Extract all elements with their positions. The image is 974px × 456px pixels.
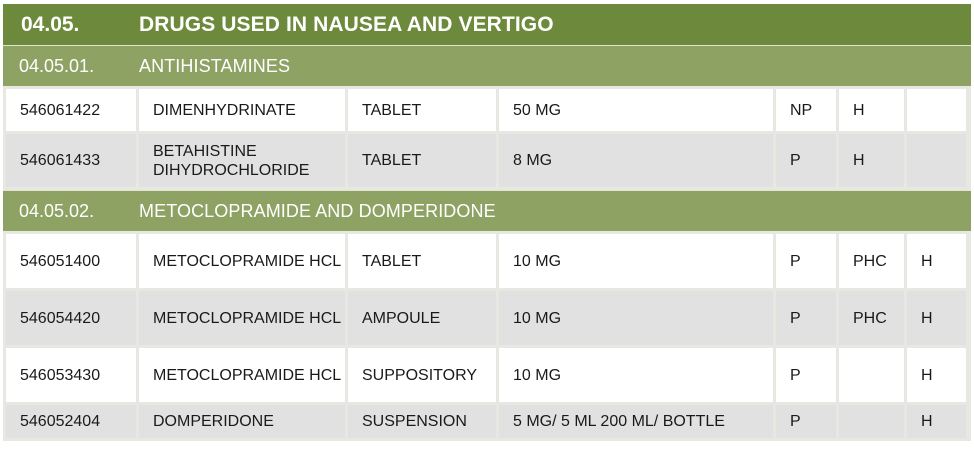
dosage-form-cell: TABLET xyxy=(348,234,496,288)
drug-table-antihistamines xyxy=(3,86,971,190)
level-cell-2: H xyxy=(907,405,966,438)
strength-cell: 10 MG xyxy=(499,348,773,402)
strength-cell: 10 MG xyxy=(499,234,773,288)
strength-cell: 8 MG xyxy=(499,134,773,187)
drug-code-cell: 546061433 xyxy=(6,134,136,187)
section-title: DRUGS USED IN NAUSEA AND VERTIGO xyxy=(139,12,554,36)
subsection-title: ANTIHISTAMINES xyxy=(139,55,291,76)
category-cell: P xyxy=(776,348,836,402)
strength-cell: 10 MG xyxy=(499,291,773,345)
level-cell: PHC xyxy=(839,291,904,345)
level-cell xyxy=(839,348,904,402)
category-cell: NP xyxy=(776,89,836,131)
dosage-form-cell: TABLET xyxy=(348,89,496,131)
section-header xyxy=(3,4,971,45)
drug-list-page xyxy=(3,0,971,441)
table-row xyxy=(6,134,968,187)
table-row xyxy=(6,234,968,288)
level-cell xyxy=(839,405,904,438)
section-code: 04.05. xyxy=(21,12,80,36)
level-cell: PHC xyxy=(839,234,904,288)
drug-name-cell: DIMENHYDRINATE xyxy=(139,89,345,131)
subsection-title: METOCLOPRAMIDE AND DOMPERIDONE xyxy=(139,200,496,221)
subsection-header-metoclopramide xyxy=(3,190,971,231)
level-cell-2: H xyxy=(907,348,966,402)
drug-name-cell: BETAHISTINE DIHYDROCHLORIDE xyxy=(139,134,345,187)
drug-name-cell: METOCLOPRAMIDE HCL xyxy=(139,234,345,288)
drug-code-cell: 546051400 xyxy=(6,234,136,288)
table-row xyxy=(6,348,968,402)
drug-code-cell: 546061422 xyxy=(6,89,136,131)
drug-name-cell: METOCLOPRAMIDE HCL xyxy=(139,348,345,402)
drug-code-cell: 546054420 xyxy=(6,291,136,345)
drug-code-cell: 546052404 xyxy=(6,405,136,438)
dosage-form-cell: SUPPOSITORY xyxy=(348,348,496,402)
strength-cell: 50 MG xyxy=(499,89,773,131)
table-row xyxy=(6,291,968,345)
category-cell: P xyxy=(776,234,836,288)
category-cell: P xyxy=(776,291,836,345)
subsection-header-antihistamines xyxy=(3,45,971,86)
drug-code-cell: 546053430 xyxy=(6,348,136,402)
strength-cell: 5 MG/ 5 ML 200 ML/ BOTTLE xyxy=(499,405,773,438)
table-row xyxy=(6,405,968,438)
subsection-code: 04.05.01. xyxy=(19,55,95,76)
dosage-form-cell: SUSPENSION xyxy=(348,405,496,438)
drug-name-cell: METOCLOPRAMIDE HCL xyxy=(139,291,345,345)
level-cell-2: H xyxy=(907,291,966,345)
level-cell-2 xyxy=(907,134,966,187)
level-cell-2: H xyxy=(907,234,966,288)
table-row xyxy=(6,89,968,131)
drug-name-cell: DOMPERIDONE xyxy=(139,405,345,438)
level-cell-2 xyxy=(907,89,966,131)
dosage-form-cell: TABLET xyxy=(348,134,496,187)
category-cell: P xyxy=(776,405,836,438)
level-cell: H xyxy=(839,89,904,131)
drug-table-metoclopramide xyxy=(3,231,971,441)
category-cell: P xyxy=(776,134,836,187)
dosage-form-cell: AMPOULE xyxy=(348,291,496,345)
level-cell: H xyxy=(839,134,904,187)
subsection-code: 04.05.02. xyxy=(19,200,95,221)
